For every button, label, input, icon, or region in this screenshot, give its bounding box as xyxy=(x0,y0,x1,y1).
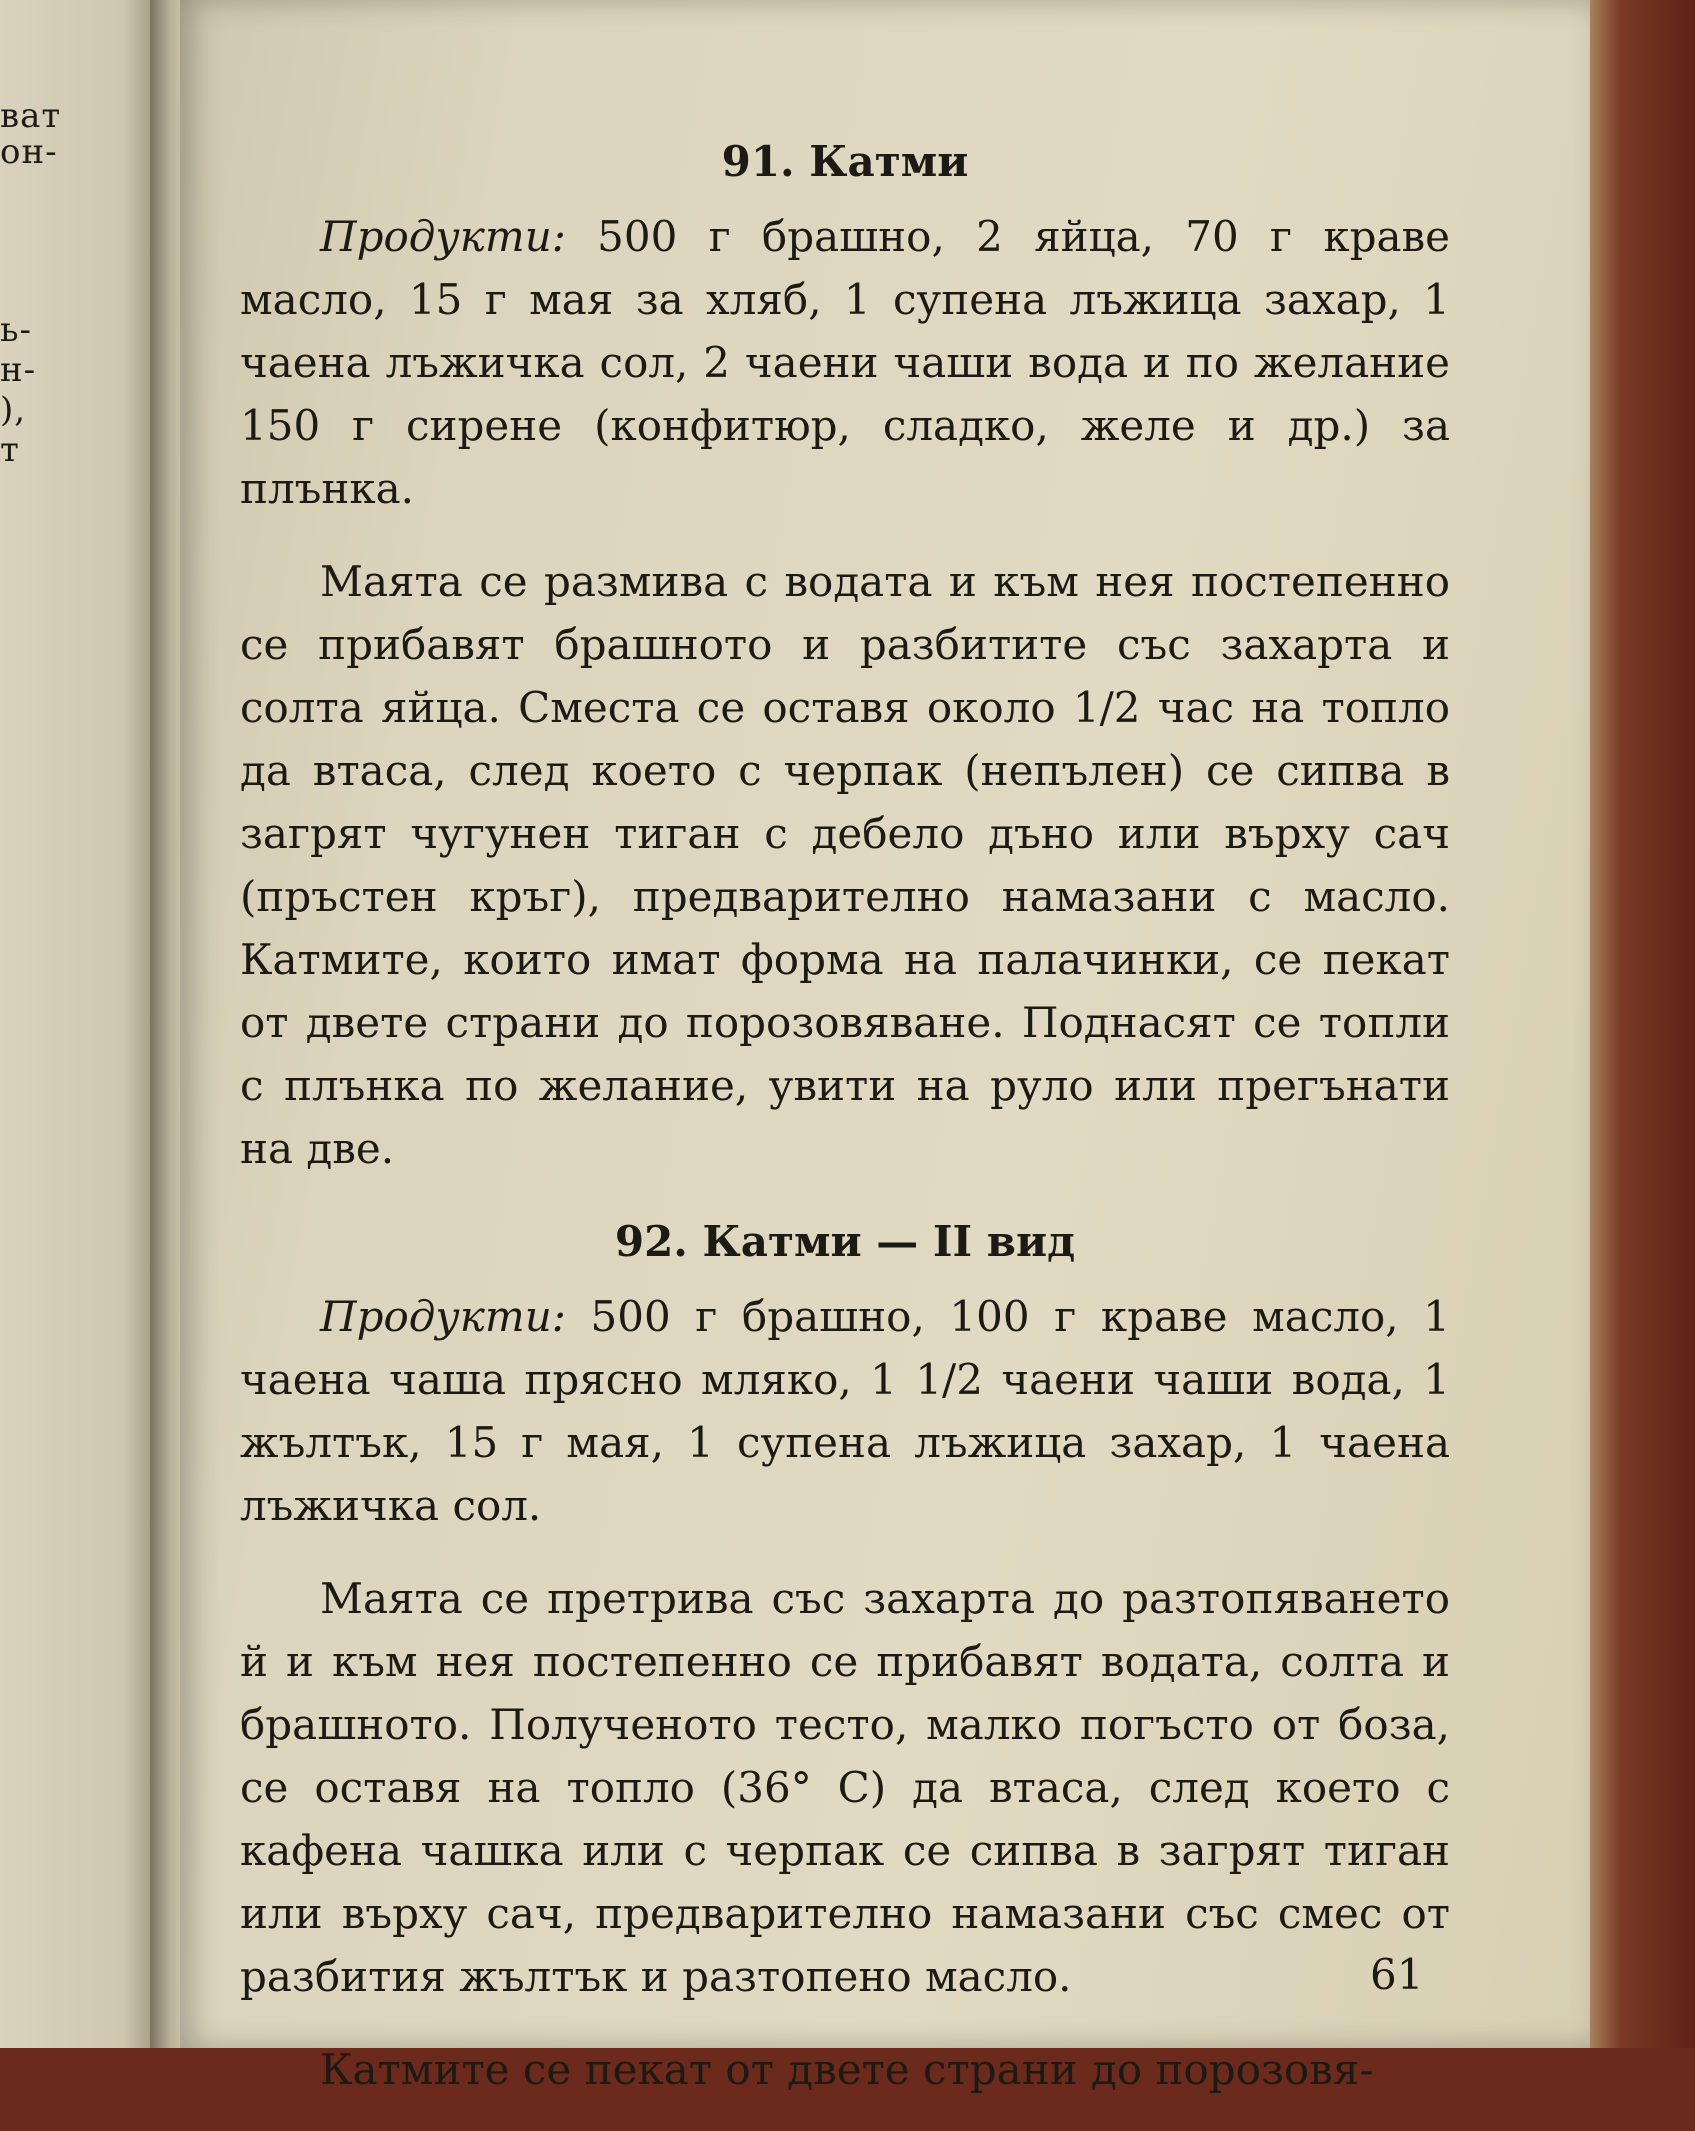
ingredients-text: 500 г брашно, 2 яйца, 70 г краве масло, 15 г мая за хляб, 1 супена лъжица захар, 1 чаена лъжичка сол, 2 чаени чаши вода и по желание 150 г сирене (конфитюр, сладко, желе и др.) за плънка. xyxy=(240,212,1450,513)
method-paragraph: Маята се размива с водата и към нея постепенно се прибавят брашното и разбитите със захарта и солта яйца. Сместа се оставя около 1/2 час на топло да втаса, след което с черпак (непълен) се сипва в загрят чугунен тиган с дебело дъно или върху сач (пръстен кръг), предварително намазани с масло. Катмите, които имат форма на палачинки, се пекат от двете страни до порозовяване. Поднасят се топли с плънка по желание, увити на руло или прегънати на две. xyxy=(240,557,1450,1173)
left-page-text-fragments xyxy=(0,60,150,1460)
left-fragment: ват xyxy=(0,96,62,136)
ingredients-paragraph xyxy=(240,1285,1450,1537)
left-fragment: он- xyxy=(0,132,58,172)
ingredients-label: Продукти: xyxy=(320,212,566,261)
ingredients-paragraph xyxy=(240,205,1450,520)
left-fragment: н- xyxy=(0,350,37,390)
left-fragment: ), xyxy=(0,390,27,430)
recipe-heading: 91. Катми xyxy=(721,137,969,186)
ingredients-label: Продукти: xyxy=(320,1292,566,1341)
ingredients-text: 500 г брашно, 100 г краве масло, 1 чаена чаша прясно мляко, 1 1/2 чаени чаши вода, 1 жълтък, 15 г мая, 1 супена лъжица захар, 1 чаена лъжичка сол. xyxy=(240,1292,1450,1530)
method-paragraph: Катмите се пекат от двете страни до порозовя- xyxy=(320,2045,1374,2094)
page-number: 61 xyxy=(1370,1950,1424,1999)
page-content xyxy=(240,130,1450,2131)
left-fragment: ь- xyxy=(0,310,32,350)
recipe-heading: 92. Катми — II вид xyxy=(614,1217,1076,1266)
left-fragment: т xyxy=(0,430,20,470)
method-paragraph: Маята се претрива със захарта до разтопяването й и към нея постепенно се прибавят водата, солта и брашното. Полученото тесто, малко погъсто от боза, се оставя на топло (36° С) да втаса, след което с кафена чашка или с черпак се сипва в загрят тиган или върху сач, предварително намазани със смес от разбития жълтък и разтопено масло. xyxy=(240,1574,1450,2001)
table-surface xyxy=(1590,0,1695,2048)
